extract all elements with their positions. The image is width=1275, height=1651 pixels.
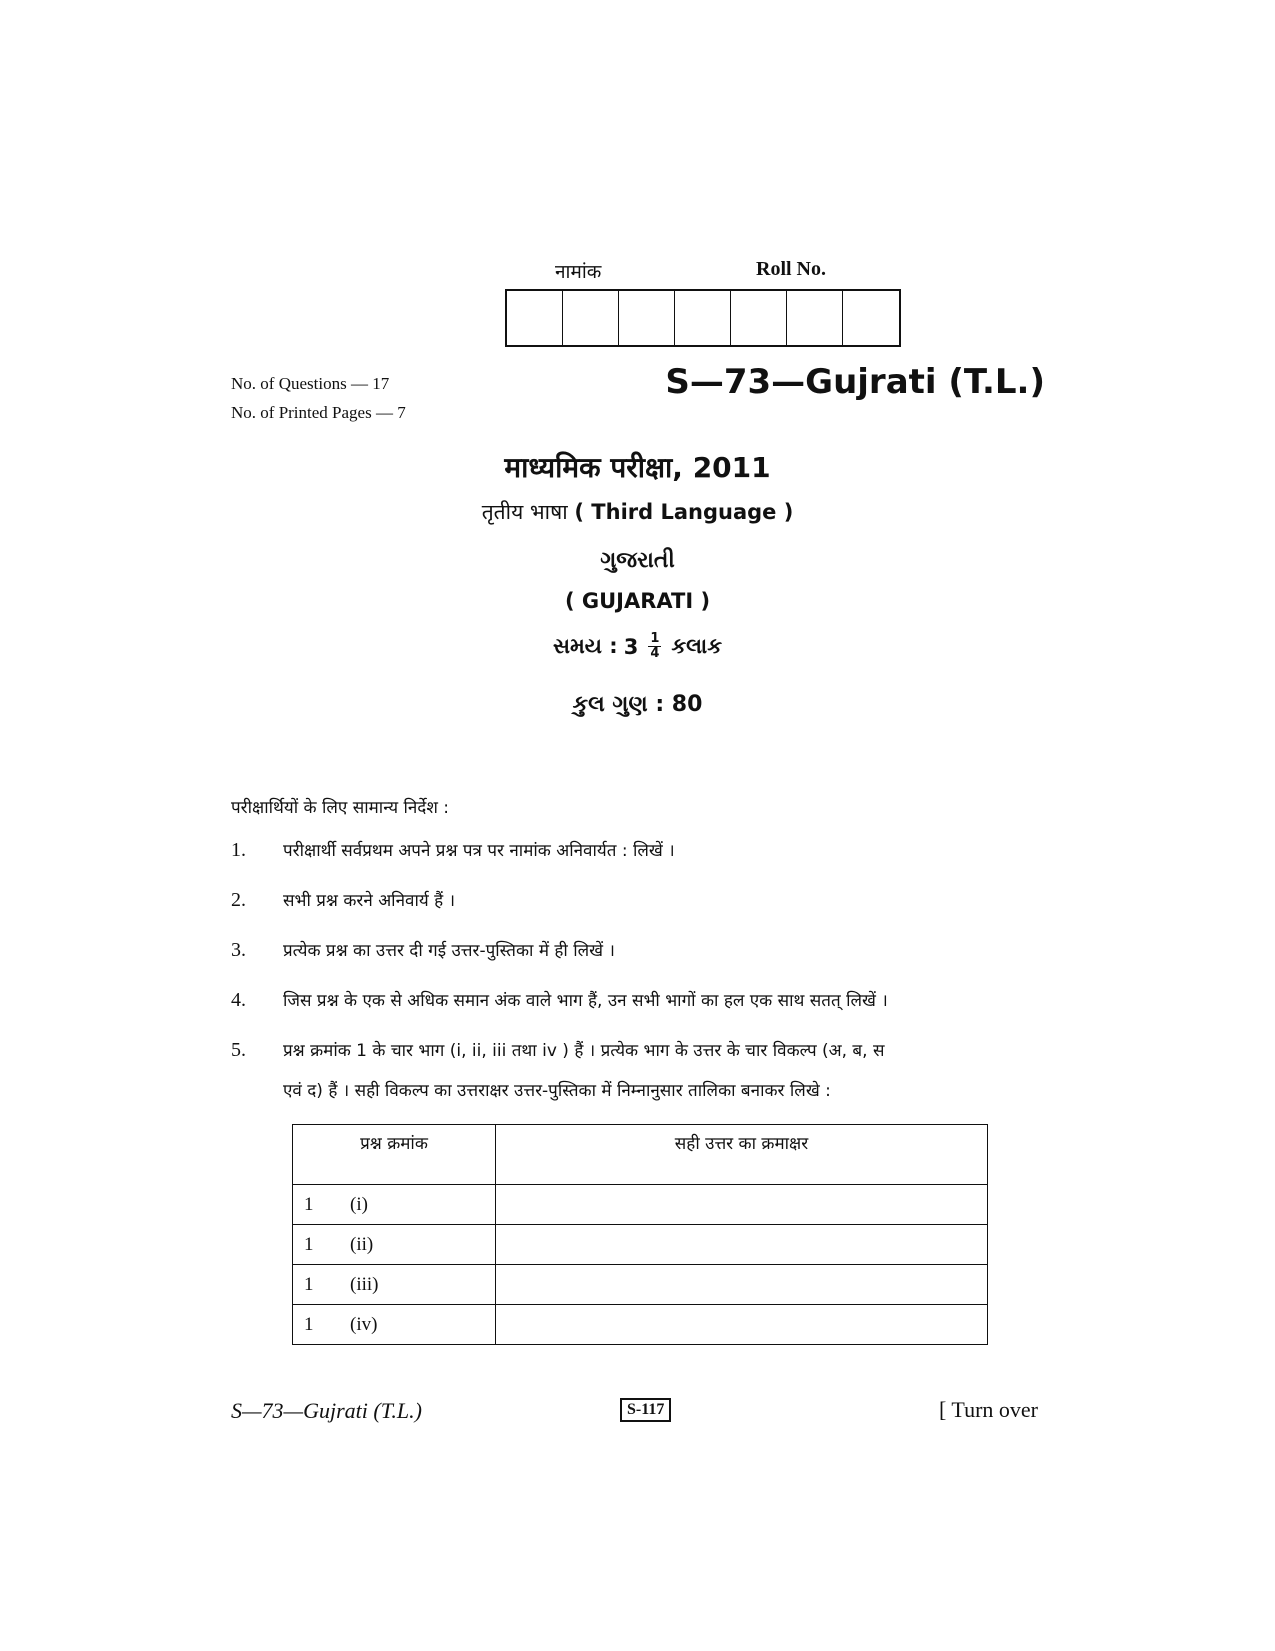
instruction-item <box>231 830 1046 871</box>
roll-box[interactable] <box>787 291 843 345</box>
instruction-text: सभी प्रश्न करने अनिवार्य हैं । <box>283 891 456 911</box>
footer-set-code: S-117 <box>620 1398 671 1422</box>
roll-box[interactable] <box>563 291 619 345</box>
question-count: No. of Questions — 17 <box>231 374 390 393</box>
question-number: 1 <box>304 1233 314 1255</box>
table-row <box>293 1265 988 1305</box>
time-label: સમય : <box>552 634 618 658</box>
roll-box[interactable] <box>843 291 899 345</box>
exam-title: माध्यमिक परीक्षा, 2011 <box>504 451 771 484</box>
time-whole: 3 <box>623 634 639 659</box>
instruction-item <box>231 880 1046 921</box>
question-number: 1 <box>304 1193 314 1215</box>
fraction-numerator: 1 <box>650 631 660 646</box>
answer-table <box>292 1124 988 1345</box>
answer-cell[interactable] <box>496 1185 988 1225</box>
instruction-number: 1. <box>231 839 246 861</box>
roll-label-english: Roll No. <box>756 258 826 280</box>
question-part: (i) <box>350 1193 368 1215</box>
answer-cell[interactable] <box>496 1305 988 1345</box>
time-unit: કલાક <box>671 634 723 658</box>
question-part: (ii) <box>350 1233 374 1255</box>
paper-code: S—73—Gujrati (T.L.) <box>665 362 1045 402</box>
instruction-text: जिस प्रश्न के एक से अधिक समान अंक वाले भाग हैं, उन सभी भागों का हल एक साथ सतत् लिखें । <box>283 991 888 1011</box>
instruction-text-continued: एवं द) हैं । सही विकल्प का उत्तराक्षर उत्तर-पुस्तिका में निम्नानुसार तालिका बनाकर लिखे : <box>283 1081 831 1101</box>
instructions-heading: परीक्षार्थियों के लिए सामान्य निर्देश : <box>231 798 450 818</box>
instruction-item <box>231 1030 1046 1111</box>
column-header-answer: सही उत्तर का क्रमाक्षर <box>496 1125 988 1185</box>
answer-cell[interactable] <box>496 1265 988 1305</box>
question-part: (iii) <box>350 1273 379 1295</box>
footer-paper-code: S—73—Gujrati (T.L.) <box>231 1398 422 1423</box>
roll-box[interactable] <box>731 291 787 345</box>
table-row <box>293 1185 988 1225</box>
instruction-item <box>231 930 1046 971</box>
question-part: (iv) <box>350 1313 378 1335</box>
instruction-number: 3. <box>231 939 246 961</box>
time-fraction <box>648 632 661 661</box>
answer-cell[interactable] <box>496 1225 988 1265</box>
question-number: 1 <box>304 1313 314 1335</box>
language-english: ( Third Language ) <box>574 500 794 524</box>
instruction-number: 4. <box>231 989 246 1011</box>
instruction-text: प्रश्न क्रमांक 1 के चार भाग (i, ii, iii तथा iv ) हैं । प्रत्येक भाग के उत्तर के चार विकल्प (अ, ब, स <box>283 1041 885 1061</box>
time-allowed <box>0 632 1275 661</box>
roll-box[interactable] <box>619 291 675 345</box>
column-header-question: प्रश्न क्रमांक <box>293 1125 496 1185</box>
instruction-number: 5. <box>231 1039 246 1061</box>
instruction-item <box>231 980 1046 1021</box>
instruction-number: 2. <box>231 889 246 911</box>
roll-box[interactable] <box>675 291 731 345</box>
fraction-denominator: 4 <box>650 646 660 661</box>
roll-box[interactable] <box>507 291 563 345</box>
language-hindi: तृतीय भाषा <box>481 500 568 524</box>
total-marks: કુલ ગુણ : 80 <box>572 692 703 717</box>
roll-label-hindi: नामांक <box>555 261 602 283</box>
table-header-row <box>293 1125 988 1185</box>
subject-english: ( GUJARATI ) <box>564 589 711 613</box>
language-line <box>0 498 1275 526</box>
table-row <box>293 1225 988 1265</box>
subject-gujarati: ગુજરાતી <box>600 548 675 573</box>
table-row <box>293 1305 988 1345</box>
instruction-text: प्रत्येक प्रश्न का उत्तर दी गई उत्तर-पुस्तिका में ही लिखें । <box>283 941 615 961</box>
question-number: 1 <box>304 1273 314 1295</box>
instruction-text: परीक्षार्थी सर्वप्रथम अपने प्रश्न पत्र पर नामांक अनिवार्यत : लिखें । <box>283 841 675 861</box>
roll-number-boxes <box>505 289 901 347</box>
page-count: No. of Printed Pages — 7 <box>231 403 406 422</box>
turn-over-note: [ Turn over <box>938 1397 1038 1422</box>
